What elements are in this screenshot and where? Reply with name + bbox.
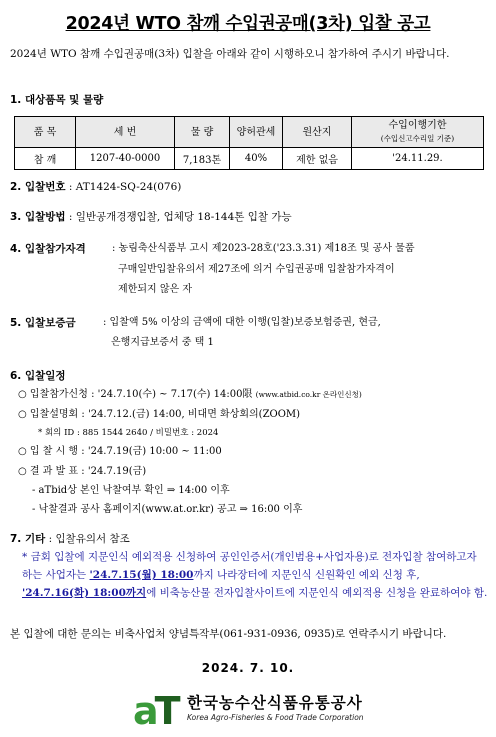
section-1-heading <box>10 91 103 109</box>
header-deadline-sub: (수입신고수리일 기준) <box>380 134 455 143</box>
schedule-briefing <box>18 405 300 425</box>
page-title: 2024년 WTO 참깨 수입권공매(3차) 입찰 공고 <box>65 14 431 34</box>
items-table <box>14 116 484 170</box>
section-5-line-2: 은행지급보증서 중 택 1 <box>111 337 214 348</box>
section-4-line-1: : 농림축산식품부 고시 제2023-28호('23.3.31) 제18조 및 공사 물품 <box>112 243 415 254</box>
cell-hs-code: 1207-40-0000 <box>76 148 175 170</box>
result-line-1: - aTbid상 본인 낙찰여부 확인 ⇒ 14:00 이후 <box>32 485 230 496</box>
schedule-apply <box>18 385 362 405</box>
header-deadline-label: 수입이행기한 <box>388 120 447 131</box>
notice-part-3: 에 비축농산물 전자입찰사이트에 지문인식 예외적용 신청을 완료하여야 함. <box>146 587 488 599</box>
inquiry-text: 본 입찰에 대한 문의는 비축사업처 양념특작부(061-931-0936, 0935)로 연락주시기 바랍니다. <box>10 628 447 640</box>
organization-logo <box>133 688 373 730</box>
section-3-label: 3. 입찰방법 <box>10 211 66 223</box>
section-4-label-row <box>10 240 86 258</box>
section-6-title: 6. 입찰일정 <box>10 370 66 382</box>
meeting-info: * 회의 ID : 885 1544 2640 / 비밀번호 : 2024 <box>38 428 219 438</box>
schedule-result-label: ○ 결 과 발 표 <box>18 466 79 477</box>
schedule-result <box>18 462 146 482</box>
schedule-bid-value: : '24.7.19(금) 10:00 ~ 11:00 <box>81 446 222 457</box>
items-table-header <box>15 117 484 148</box>
section-5-line-1: : 입찰액 5% 이상의 금액에 대한 이행(입찰)보증보험증권, 현금, <box>103 317 381 328</box>
section-4-line-3: 제한되지 않은 자 <box>118 284 192 295</box>
fingerprint-notice <box>22 548 488 602</box>
organization-name-en: Korea Agro-Fisheries & Food Trade Corporation <box>187 713 364 722</box>
schedule-bid <box>18 442 222 462</box>
bid-number: : AT1424-SQ-24(076) <box>68 181 182 193</box>
section-7-label: 7. 기타 <box>10 533 46 545</box>
section-6-heading <box>10 367 66 385</box>
svg-text:aT: aT <box>133 689 177 730</box>
intro-paragraph: 2024년 WTO 참깨 수입권공매(3차) 입찰을 아래와 같이 시행하오니 참가하여 주시기 바랍니다. <box>10 48 450 60</box>
cell-item: 참 깨 <box>15 148 76 170</box>
notice-deadline-2: '24.7.16(화) 18:00까지 <box>22 587 147 599</box>
cell-origin: 제한 없음 <box>283 148 352 170</box>
cell-deadline: '24.11.29. <box>352 148 484 170</box>
section-5-label-row <box>10 314 76 332</box>
section-7-value: : 입찰유의서 참조 <box>48 533 130 545</box>
schedule-briefing-value: : '24.7.12.(금) 14:00, 비대면 화상회의(ZOOM) <box>81 409 301 420</box>
schedule-result-value: : '24.7.19(금) <box>81 466 147 477</box>
header-origin: 원산지 <box>283 117 352 148</box>
section-2-label: 2. 입찰번호 <box>10 181 66 193</box>
section-2 <box>10 178 181 196</box>
cell-quantity: 7,183톤 <box>175 148 230 170</box>
notice-deadline-1: '24.7.15(월) 18:00 <box>89 569 194 581</box>
header-tariff: 양허관세 <box>230 117 283 148</box>
cell-tariff: 40% <box>230 148 283 170</box>
schedule-apply-value: : '24.7.10(수) ~ 7.17(수) 14:00限 <box>91 389 253 400</box>
notice-part-1: * 금회 입찰에 지문인식 예외적용 신청하여 공인인증서(개인범용+사업자용)로 전자입찰 참여하고자 하는 사업자는 <box>22 551 477 581</box>
organization-name-kr: 한국농수산식품유통공사 <box>187 694 363 712</box>
schedule-apply-note: (www.atbid.co.kr 온라인신청) <box>255 390 362 399</box>
header-hs-code: 세 번 <box>76 117 175 148</box>
header-deadline <box>352 117 484 148</box>
section-4-label: 4. 입찰참가자격 <box>10 243 86 255</box>
schedule-apply-label: ○ 입찰참가신청 <box>18 389 88 400</box>
announcement-date: 2024. 7. 10. <box>201 661 295 675</box>
result-line-2: - 낙찰결과 공사 홈페이지(www.at.or.kr) 공고 ⇒ 16:00 이후 <box>32 504 303 515</box>
section-1-title: 1. 대상품목 및 물량 <box>10 94 104 106</box>
at-logo-icon <box>133 688 181 730</box>
table-row <box>15 148 484 170</box>
header-item: 품 목 <box>15 117 76 148</box>
section-4-line-2: 구매일반입찰유의서 제27조에 의거 수입권공매 입찰참가자격이 <box>118 264 395 275</box>
bid-method: : 일반공개경쟁입찰, 업체당 18-144톤 입찰 가능 <box>68 211 292 223</box>
notice-part-2: 까지 나라장터에 지문인식 신원확인 예외 신청 후, <box>193 569 420 581</box>
section-5-label: 5. 입찰보증금 <box>10 317 76 329</box>
section-7 <box>10 530 130 548</box>
section-3 <box>10 208 292 226</box>
schedule-bid-label: ○ 입 찰 시 행 <box>18 446 79 457</box>
header-quantity: 물 량 <box>175 117 230 148</box>
schedule-briefing-label: ○ 입찰설명회 <box>18 409 79 420</box>
